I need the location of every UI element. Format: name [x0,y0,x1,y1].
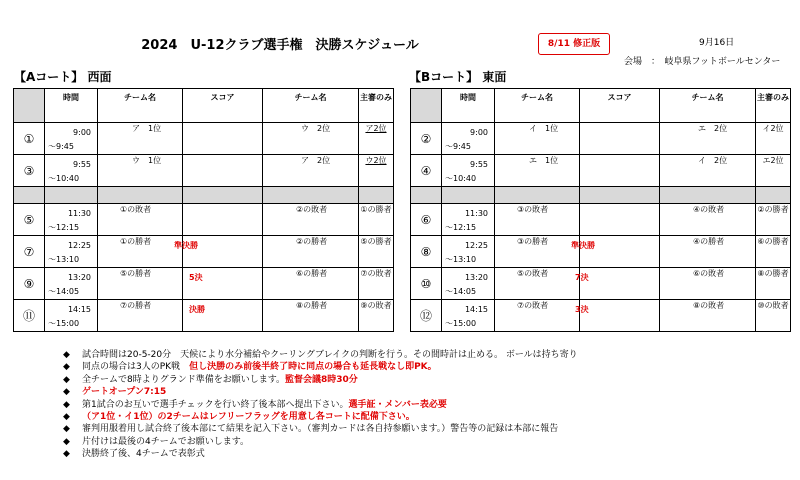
round-label: 準決勝 [174,241,198,250]
referee-team: ⑩の敗者 [757,301,789,310]
team2-name: ⑧の勝者 [296,301,328,310]
team2-cell [660,123,756,155]
team2-cell [660,236,756,268]
bullet-diamond-icon: ◆ [63,412,70,423]
note-text: 第1試合のお互いで選手チェックを行い終了後本部へ提出下さい。 [82,399,349,410]
team1-name: イ 1位 [529,124,559,133]
team2-name: ⑥の敗者 [693,269,725,278]
header-row [14,89,394,123]
end-time: ～10:40 [48,174,80,183]
match-number: ⑤ [14,204,45,236]
header-team1: チーム名 [495,89,580,123]
team1-name: ア 1位 [132,124,162,133]
team2-cell [660,268,756,300]
end-time: ～10:40 [445,174,477,183]
team2-cell [263,204,359,236]
note-highlight: 選手証・メンバー表必要 [348,399,447,410]
score-cell[interactable] [575,268,660,300]
team1-name: ③の敗者 [517,205,549,214]
header-team1: チーム名 [98,89,183,123]
break-cell [183,187,263,204]
score-cell[interactable] [580,204,660,236]
score-cell[interactable] [183,300,263,332]
start-time: 9:55 [470,160,488,169]
end-time: ～13:10 [48,255,80,264]
end-time: ～15:00 [445,319,477,328]
note-highlight: 監督会議8時30分 [285,374,358,385]
team1-name: ウ 1位 [132,156,162,165]
bullet-diamond-icon: ◆ [63,449,70,460]
break-cell [580,187,660,204]
bullet-diamond-icon: ◆ [63,424,70,435]
end-time: ～9:45 [445,142,471,151]
team1-cell [98,236,183,268]
match-time [45,300,98,332]
match-number: ⑪ [14,300,45,332]
match-row [411,268,791,300]
team1-name: ⑤の勝者 [120,269,152,278]
break-cell [98,187,183,204]
note-text: 決勝終了後、4チームで表彰式 [82,449,205,460]
bullet-diamond-icon: ◆ [63,350,70,360]
match-row [411,236,791,268]
team2-name: ⑧の敗者 [693,301,725,310]
round-label: 7決 [575,273,589,282]
match-time [442,236,495,268]
team2-cell [660,300,756,332]
header-ref: 主審のみ [756,89,791,123]
notes-list [63,349,578,461]
break-cell [14,187,45,204]
bullet-diamond-icon: ◆ [63,436,70,447]
bullet-diamond-icon: ◆ [63,362,70,373]
referee-team: ウ2位 [365,156,387,165]
start-time: 14:15 [67,305,91,314]
court-b-title: 【Bコート】 東面 [409,70,507,84]
referee-cell [359,268,394,300]
team2-cell [263,268,359,300]
team2-name: ④の敗者 [693,205,725,214]
team2-name: エ 2位 [698,124,728,133]
break-cell [495,187,580,204]
break-cell [359,187,394,204]
note-text: 同点の場合は3人のPK戦 [82,362,190,373]
start-time: 11:30 [464,209,488,218]
referee-team: エ2位 [762,156,784,165]
score-cell[interactable] [183,155,263,187]
referee-cell [756,204,791,236]
round-label: 決勝 [189,305,205,314]
match-time [442,268,495,300]
break-cell [45,187,98,204]
team1-cell [495,268,580,300]
team1-name: ⑦の勝者 [120,301,152,310]
bullet-diamond-icon: ◆ [63,374,70,385]
header-row [411,89,791,123]
match-time [45,155,98,187]
referee-team: ⑤の勝者 [360,237,392,246]
match-row [14,123,394,155]
header-time: 時間 [45,89,98,123]
note-text: 片付けは最後の4チームでお願いします。 [82,436,250,447]
team1-cell [495,300,580,332]
court-b-schedule-table [410,88,791,332]
team1-name: ①の敗者 [120,205,152,214]
team1-name: ⑤の敗者 [517,269,549,278]
team2-cell [660,204,756,236]
page-title: 2024 U-12クラブ選手権 決勝スケジュール [141,38,419,53]
match-time [45,204,98,236]
note-highlight: （ア1位・イ1位）の2チームはレフリーフラッグを用意し各コートに配備下さい。 [82,412,415,423]
team2-name: ⑥の勝者 [296,269,328,278]
start-time: 14:15 [464,305,488,314]
header-score: スコア [183,89,263,123]
team1-cell [495,155,580,187]
header-score: スコア [580,89,660,123]
note-item [63,423,578,435]
start-time: 9:55 [73,160,91,169]
team2-name: イ 2位 [698,156,728,165]
score-cell[interactable] [580,155,660,187]
referee-team: ⑥の勝者 [757,237,789,246]
header-ref: 主審のみ [359,89,394,123]
bullet-diamond-icon: ◆ [63,399,70,410]
match-row [411,155,791,187]
start-time: 9:00 [470,128,488,137]
match-number: ⑫ [411,300,442,332]
referee-cell [756,155,791,187]
match-row [14,300,394,332]
team1-name: エ 1位 [529,156,559,165]
note-item [63,436,578,448]
header-num [14,89,45,123]
round-label: 準決勝 [571,241,595,250]
match-time [45,123,98,155]
match-time [442,123,495,155]
score-cell[interactable] [575,300,660,332]
match-row [411,123,791,155]
match-row [14,236,394,268]
court-a-schedule-table [13,88,394,332]
referee-cell [756,236,791,268]
match-time [442,300,495,332]
break-row [411,187,791,204]
start-time: 13:20 [67,273,91,282]
match-time [45,268,98,300]
note-item [63,361,578,373]
team1-cell [98,123,183,155]
note-highlight: ゲートオープン7:15 [82,387,167,398]
score-cell[interactable] [183,204,263,236]
header-num [411,89,442,123]
referee-team: ①の勝者 [360,205,392,214]
round-label: 5決 [189,273,203,282]
score-cell[interactable] [183,123,263,155]
round-label: 3決 [575,305,589,314]
end-time: ～9:45 [48,142,74,151]
team1-cell [495,123,580,155]
match-time [442,204,495,236]
referee-cell [359,236,394,268]
match-row [14,155,394,187]
start-time: 13:20 [464,273,488,282]
team2-cell [263,155,359,187]
team1-name: ⑦の敗者 [517,301,549,310]
start-time: 12:25 [464,241,488,250]
match-number: ⑦ [14,236,45,268]
match-number: ② [411,123,442,155]
note-item [63,386,578,398]
note-item [63,448,578,460]
team2-name: ②の敗者 [296,205,328,214]
venue-label: 会場 ： 岐阜県フットボールセンター [624,57,781,67]
match-time [442,155,495,187]
note-item [63,374,578,386]
team2-cell [263,300,359,332]
match-row [14,268,394,300]
note-text: 全チームで8時よりグランド準備をお願いします。 [82,374,286,385]
match-row [411,300,791,332]
team2-cell [660,155,756,187]
match-row [411,204,791,236]
match-time [45,236,98,268]
header-team2: チーム名 [660,89,756,123]
break-cell [756,187,791,204]
note-item [63,399,578,411]
court-a-title: 【Aコート】 西面 [14,70,112,84]
end-time: ～12:15 [48,223,80,232]
referee-team: ②の勝者 [757,205,789,214]
referee-team: イ2位 [762,124,784,133]
start-time: 9:00 [73,128,91,137]
start-time: 11:30 [67,209,91,218]
match-row [14,204,394,236]
break-row [14,187,394,204]
end-time: ～13:10 [445,255,477,264]
revised-badge: 8/11 修正版 [538,33,610,55]
header-time: 時間 [442,89,495,123]
break-cell [660,187,756,204]
team2-cell [263,236,359,268]
referee-cell [359,155,394,187]
score-cell[interactable] [580,123,660,155]
end-time: ～15:00 [48,319,80,328]
referee-team: ⑦の敗者 [360,269,392,278]
note-item [63,411,578,423]
team1-cell [495,236,580,268]
match-number: ④ [411,155,442,187]
note-item [63,349,578,361]
match-number: ⑩ [411,268,442,300]
score-cell[interactable] [571,236,660,268]
team2-name: ②の勝者 [296,237,328,246]
referee-cell [359,123,394,155]
team2-cell [263,123,359,155]
referee-cell [756,268,791,300]
end-time: ～14:05 [445,287,477,296]
referee-team: ア2位 [365,124,387,133]
referee-cell [756,300,791,332]
team1-cell [98,204,183,236]
note-highlight: 但し決勝のみ前後半終了時に同点の場合も延長戦なし即PK。 [189,362,437,373]
referee-team: ⑧の勝者 [757,269,789,278]
start-time: 12:25 [67,241,91,250]
note-text: 審判用服着用し試合終了後本部にて結果を記入下さい。（審判カードは各自持参願います。）警告等の記録は本部に報告 [82,424,559,435]
bullet-diamond-icon: ◆ [63,387,70,398]
note-text: 試合時間は20-5-20分 天候により水分補給やクーリングブレイクの判断を行う。その間時計は止める。 ボールは持ち寄り [82,350,578,360]
score-cell[interactable] [183,268,263,300]
team1-cell [98,268,183,300]
referee-cell [756,123,791,155]
team2-name: ア 2位 [301,156,331,165]
referee-cell [359,204,394,236]
break-cell [411,187,442,204]
match-number: ⑧ [411,236,442,268]
match-number: ⑨ [14,268,45,300]
break-cell [442,187,495,204]
team2-name: ウ 2位 [301,124,331,133]
team1-name: ①の勝者 [120,237,152,246]
team1-cell [98,155,183,187]
header-team2: チーム名 [263,89,359,123]
referee-team: ⑨の敗者 [360,301,392,310]
referee-cell [359,300,394,332]
match-number: ③ [14,155,45,187]
end-time: ～12:15 [445,223,477,232]
schedule-date: 9月16日 [699,38,735,48]
score-cell[interactable] [174,236,263,268]
team1-cell [495,204,580,236]
match-number: ⑥ [411,204,442,236]
team1-name: ③の勝者 [517,237,549,246]
team1-cell [98,300,183,332]
end-time: ～14:05 [48,287,80,296]
team2-name: ④の勝者 [693,237,725,246]
match-number: ① [14,123,45,155]
break-cell [263,187,359,204]
